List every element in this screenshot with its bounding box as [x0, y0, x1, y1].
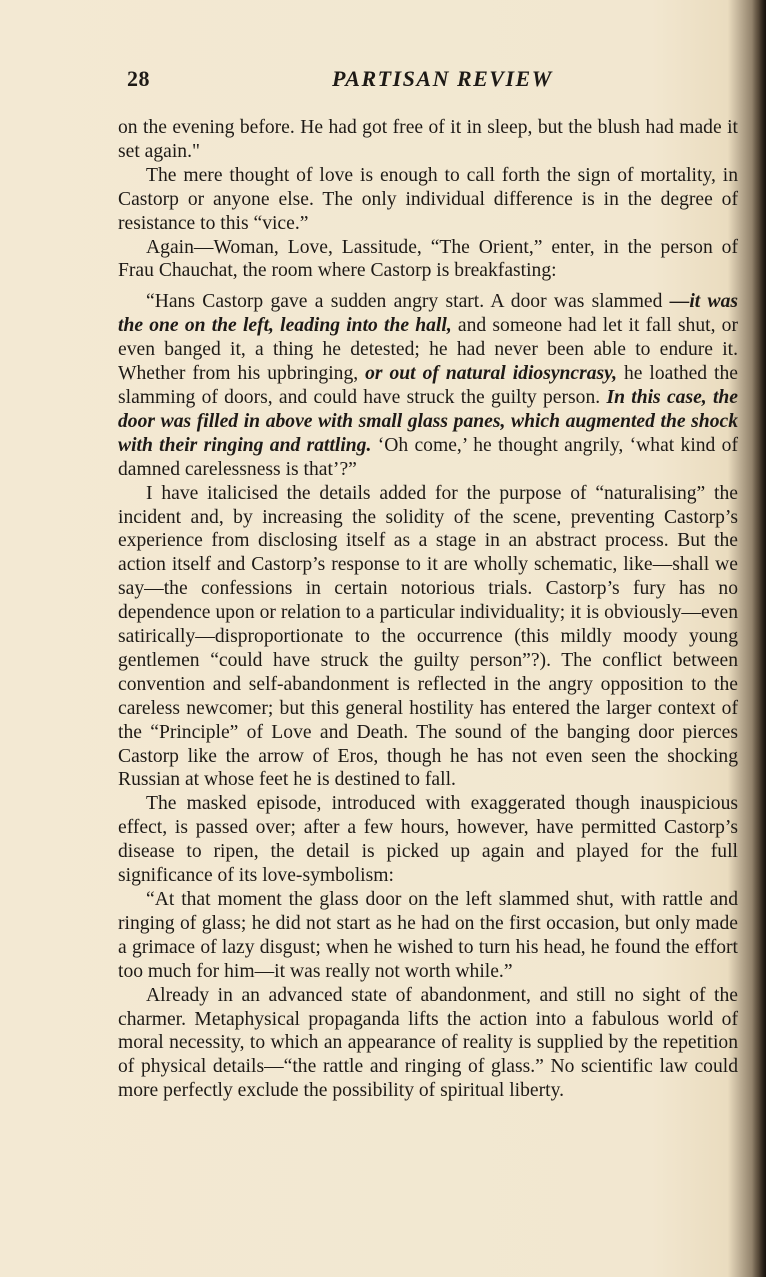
quote-text: and someone had let it fall shut, or even banged it, a thing he detested; he had never been able to endure it. Whether from his upbringing,	[118, 315, 738, 385]
italic-emphasis: In this case, the door was filled in above with small glass panes, which augmented the shock with their ringing and rattling.	[118, 386, 738, 456]
quote-text: he loathed the slamming of doors, and could have struck the guilty person.	[118, 363, 738, 408]
italic-emphasis: or out of natural idiosyncrasy,	[365, 363, 618, 385]
paragraph-1	[118, 116, 738, 164]
block-quote-1	[118, 290, 738, 481]
paragraph-text: Already in an advanced state of abandonment, and still no sight of the charmer. Metaphysical propaganda lifts the action into a fabulous world of moral necessity, to which an appearance of reality is supplied by the repetition of physical details—“the rattle and ringing of glass.” No scientific law could more perfectly exclude the possibility of spiritual liberty.	[118, 984, 738, 1102]
quote-text: ‘Oh come,’ he thought angrily, ‘what kind of damned carelessness is that’?”	[118, 434, 738, 480]
paragraph-text: Again—Woman, Love, Lassitude, “The Orient,” enter, in the person of Frau Chauchat, the room where Castorp is breakfasting:	[118, 236, 738, 282]
paragraph-text: The mere thought of love is enough to call forth the sign of mortality, in Castorp or anyone else. The only individual difference is in the degree of resistance to this “vice.”	[118, 164, 738, 234]
italic-emphasis: —it was the one on the left, leading into the hall,	[118, 291, 739, 337]
page-binding-shadow	[752, 0, 766, 1277]
paragraph-text: The masked episode, introduced with exaggerated though inauspicious effect, is passed over; after a few hours, however, have permitted Castorp’s disease to ripen, the detail is picked up again and played for the full significance of its love-symbolism:	[118, 793, 738, 887]
paragraph-text: on the evening before. He had got free of it in sleep, but the blush had made it set again."	[118, 117, 738, 162]
body-text	[118, 116, 738, 1103]
paragraph-text: I have italicised the details added for the purpose of “naturalising” the incident and, by increasing the solidity of the scene, preventing Castorp’s experience from disclosing itself as a stage in an abstract process. But the action itself and Castorp’s response to it are wholly schematic, like—shall we say—the confessions in certain notorious trials. Castorp’s fury has no dependence upon or relation to a particular individuality; it is obviously—even satirically—disproportionate to the occurrence (this mildly moody young gentlemen “could have struck the guilty person”?). The conflict between convention and self-abandonment is reflected in the angry opposition to the careless newcomer; but this general hostility has entered the larger context of the “Principle” of Love and Death. The sound of the banging door pierces Castorp like the arrow of Eros, though he has not even seen the shocking Russian at whose feet he is destined to fall.	[118, 482, 738, 791]
paragraph-6	[118, 792, 738, 888]
block-quote-2	[118, 888, 738, 984]
paragraph-5	[118, 482, 738, 793]
paragraph-8	[118, 984, 738, 1104]
paragraph-3	[118, 236, 738, 284]
page-header	[127, 66, 727, 100]
page-number: 28	[127, 66, 150, 91]
quote-text: “At that moment the glass door on the left slammed shut, with rattle and ringing of glass; he did not start as he had on the first occasion, but only made a grimace of lazy disgust; when he wished to turn his head, he found the effort too much for him—it was really not worth while.”	[118, 889, 738, 982]
quote-text: “Hans Castorp gave a sudden angry start. A door was slammed	[146, 291, 670, 313]
running-title: PARTISAN REVIEW	[332, 66, 553, 91]
paragraph-2	[118, 164, 738, 236]
